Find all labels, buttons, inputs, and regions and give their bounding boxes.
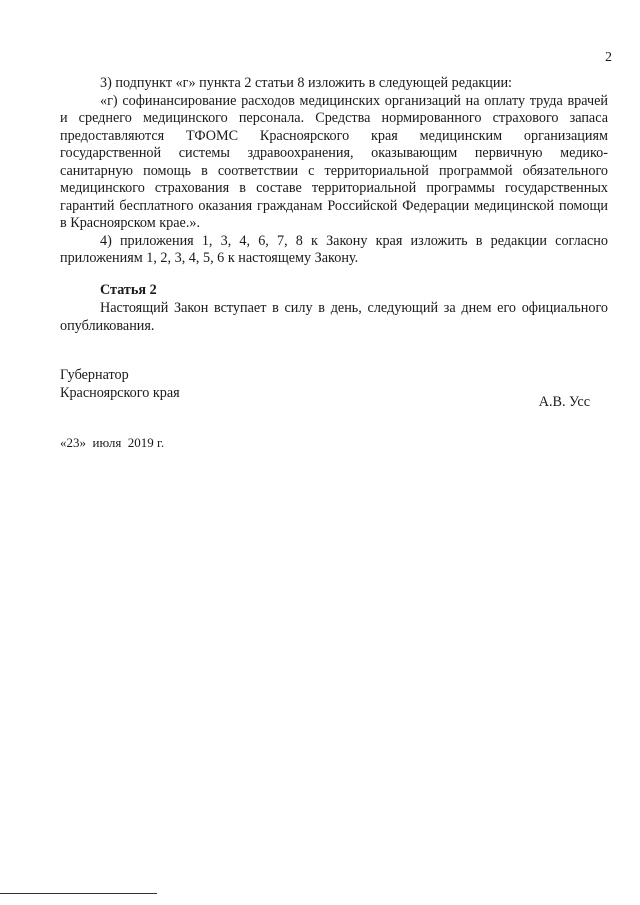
signatory-name: А.В. Усс — [538, 394, 590, 410]
signatory-role-line-1: Губернатор — [60, 367, 129, 383]
article-2-title: Статья 2 — [100, 282, 157, 298]
signatory-role — [60, 367, 180, 402]
amendments-block — [60, 75, 608, 268]
amendment-item-3-intro: 3) подпункт «г» пункта 2 статьи 8 изложить в следующей редакции: — [100, 75, 513, 91]
amendment-item-4-text: 4) приложения 1, 3, 4, 6, 7, 8 к Закону края изложить в редакции согласно приложениям 1, 2, 3, 4, 5, 6 к настоящему Закону. — [60, 232, 608, 266]
footer-divider — [0, 893, 157, 894]
signatory-role-line-2: Красноярского края — [60, 384, 180, 401]
article-2-block — [60, 300, 608, 335]
page-number: 2 — [605, 50, 612, 65]
article-2-text: Настоящий Закон вступает в силу в день, следующий за днем его официального опубликования. — [60, 300, 608, 334]
signing-date: «23» июля 2019 г. — [60, 435, 165, 450]
amendment-item-3-text: «г) софинансирование расходов медицинских организаций на оплату труда врачей и среднего медицинского персонала. Средства нормированного страхового запаса предоставляются ТФОМС Красноярского края медицинским организациям государственной системы здравоохранения, оказывающим первичную медико-санитарную помощь в соответствии с территориальной программой обязательного медицинского страхования в составе территориальной программы государственных гарантий бесплатного оказания гражданам Российской Федерации медицинской помощи в Красноярском крае.». — [60, 92, 608, 231]
